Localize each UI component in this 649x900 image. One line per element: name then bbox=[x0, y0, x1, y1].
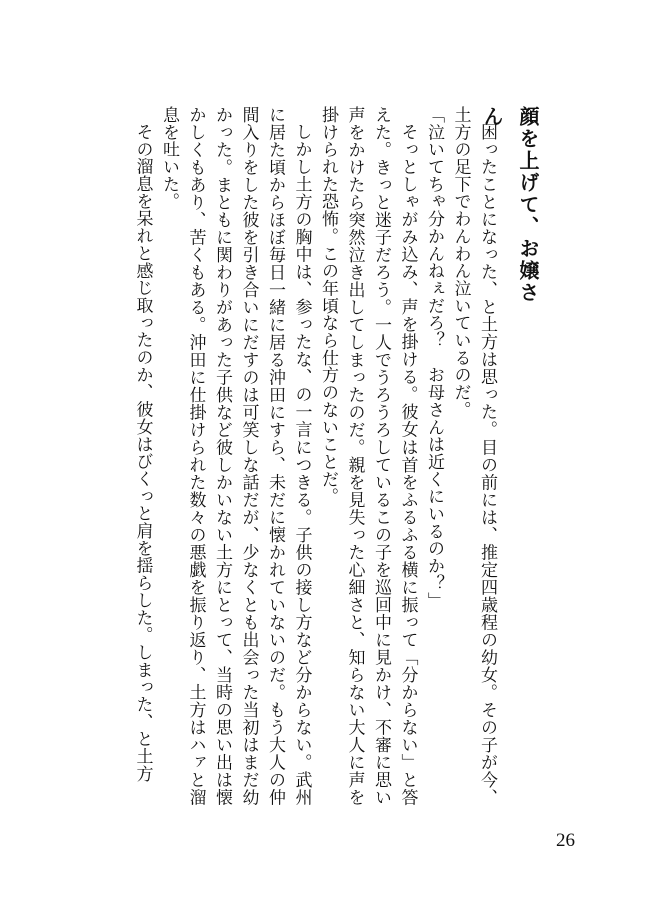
paragraph: 困ったことになった、と土方は思った。目の前には、推定四歳程の幼女。その子が今、土方の足下でわんわん泣いているのだ。 bbox=[450, 106, 497, 806]
paragraph: そっとしゃがみ込み、声を掛ける。彼女は首をふるふる横に振って「分からない」と答えた。きっと迷子だろう。一人でうろうろしているこの子を巡回中に見かけ、不審に思い声をかけたら突然泣き出してしまったのだ。親を見失った心細さと、知らない大人に声を掛けられた恐怖。この年頃なら仕方のないことだ。 bbox=[318, 106, 418, 806]
page-number: 26 bbox=[556, 830, 575, 851]
chapter-title: 顔を上げて、お嬢さん bbox=[480, 106, 540, 304]
dialogue-paragraph: 「泣いてちゃ分かんねぇだろ？ お母さんは近くにいるのか？」 bbox=[424, 106, 444, 610]
body-text bbox=[108, 106, 500, 806]
paragraph: しかし土方の胸中は、参ったな、の一言につきる。子供の接し方など分からない。武州に居た頃からほぼ毎日一緒に居る沖田にすら、未だに懐かれていないのだ。もう大人の仲間入りをした彼を引き合いにだすのは可笑しな話だが、少なくとも出会った当初はまだ幼かった。まともに関わりがあった子供など彼しかいない土方にとって、当時の思い出は懐かしくもあり、苦くもある。沖田に仕掛けられた数々の悪戯を振り返り、土方はハァと溜息を吐いた。 bbox=[159, 106, 312, 806]
paragraph: その溜息を呆れと感じ取ったのか、彼女はびくっと肩を揺らした。しまった、と土方 bbox=[132, 123, 153, 783]
